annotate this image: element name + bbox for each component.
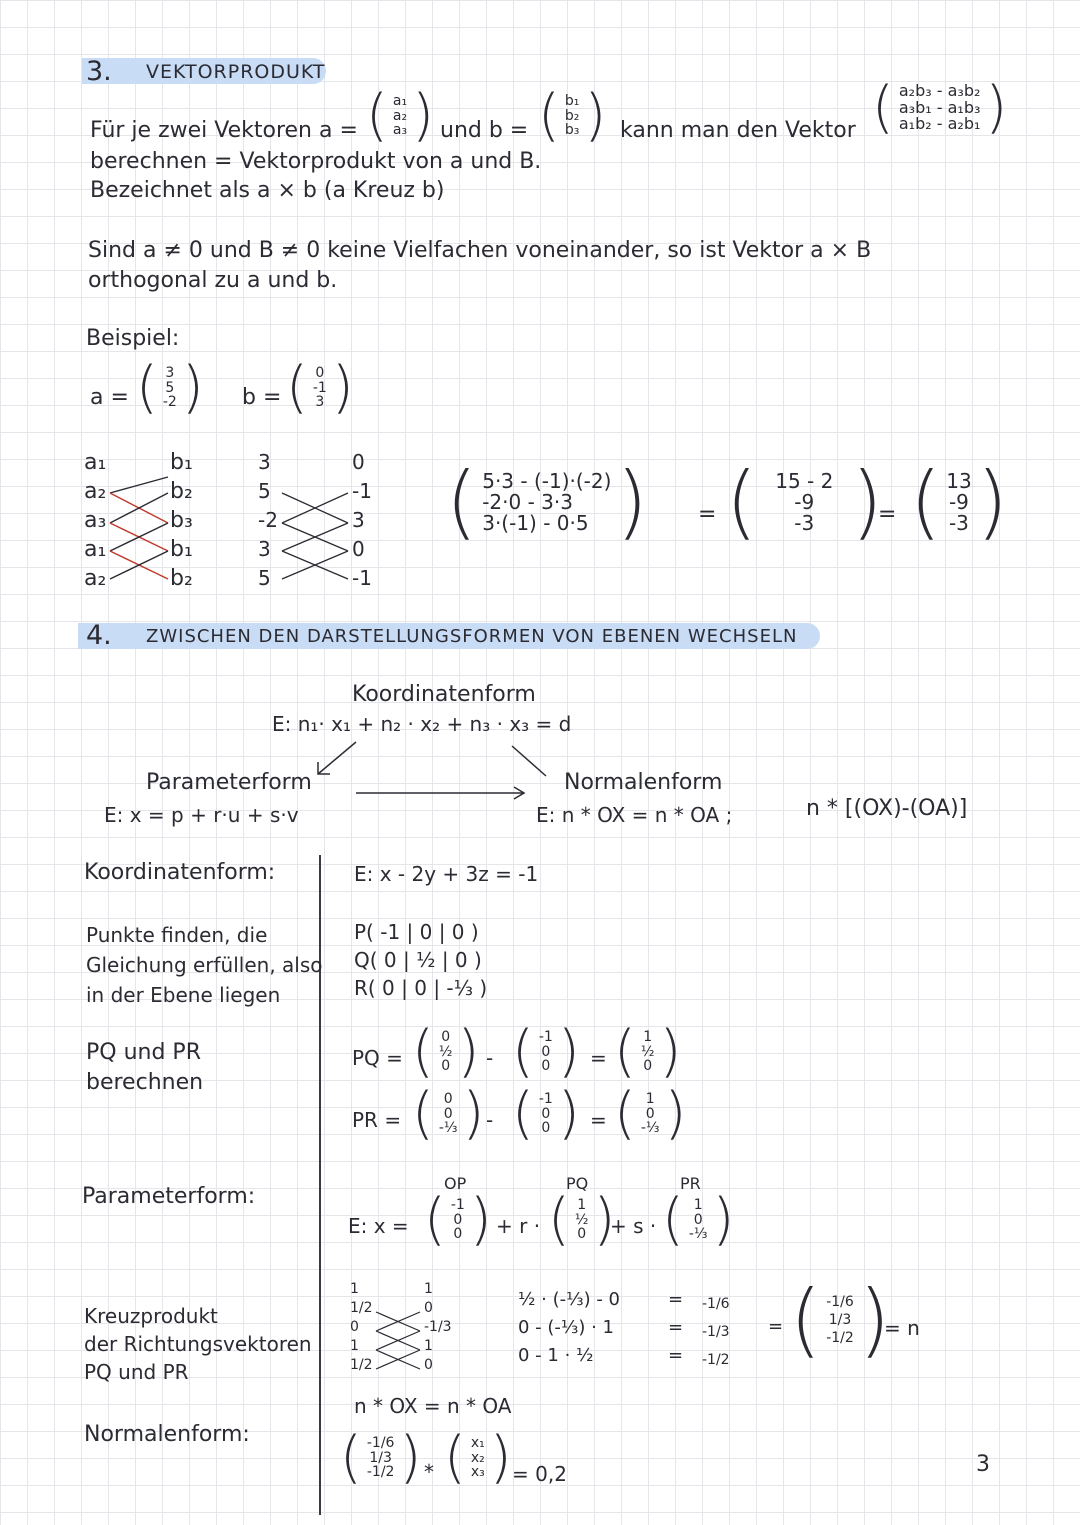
cross-calc-column [518,1286,620,1370]
calc-equals-2: = [878,502,897,527]
pq-r-1: 1 [643,1028,653,1045]
final-2: -9 [948,489,969,514]
pr-term-1: ( 0 0 -⅓ ) [412,1081,485,1146]
cross-calc-3: 0 - 1 · ½ [518,1345,594,1366]
param-p-1: -1 [450,1196,465,1213]
def-line3: Bezeichnet als a × b (a Kreuz b) [90,178,445,203]
scheme-num-b-5: -1 [352,566,372,590]
cross-calc-2: 0 - (-⅓) · 1 [518,1317,614,1338]
cross-right-3: -1/3 [424,1319,452,1335]
normal-rhs: = 0,2 [512,1462,567,1486]
a1: a₁ [392,92,408,109]
param-u-1: 1 [577,1196,587,1213]
points-label [86,920,323,1010]
vector-b-general: ( b₁ b₂ b₃ ) [538,83,607,148]
param-p-2: 0 [453,1211,463,1228]
cross-right-4: 1 [424,1338,433,1354]
points-label-3: in der Ebene liegen [86,983,281,1007]
param-pq-label: PQ [566,1174,589,1193]
section-3-number: 3. [86,56,112,87]
cross-right-5: 0 [424,1357,433,1373]
orth-line2: orthogonal zu a und b. [88,268,338,293]
param-u-vector: ( 1 ½ 0 ) [548,1187,616,1252]
orth-line1: Sind a ≠ 0 und B ≠ 0 keine Vielfachen voneinander, so ist Vektor a × B [88,238,872,263]
scheme-a-1: a₁ [84,450,107,475]
final-vector: ( 13 -9 -3 ) [910,455,1008,548]
scheme-cross-lines [108,475,172,585]
pq-term-2: ( -1 0 0 ) [512,1019,580,1084]
def-line1-suffix: kann man den Vektor [620,118,856,143]
param-u-2: ½ [574,1211,589,1228]
cross-equals-n: = n [884,1316,920,1340]
normal-form-label: Normalenform: [84,1422,250,1447]
a3: a₃ [392,122,408,139]
section-4-title: ZWISCHEN DEN DARSTELLUNGSFORMEN VON EBENEN WECHSELN [146,626,798,647]
pq-r-3: 0 [643,1058,653,1075]
cross-product-formula: ( a₂b₃ - a₃b₂ a₃b₁ - a₁b₃ a₁b₂ - a₂b₁ ) [872,75,1008,140]
pq-term-1: ( 0 ½ 0 ) [412,1019,480,1084]
example-a-vector: ( 3 5 -2 ) [136,355,204,420]
pq-result: ( 1 ½ 0 ) [614,1019,682,1084]
point-r: R( 0 | 0 | -⅓ ) [354,976,488,1000]
pq-r-2: ½ [640,1043,655,1060]
section-3-title: VEKTORPRODUKT [146,61,326,83]
a2: a₂ [392,107,408,124]
normal-n-3: -1/2 [366,1464,395,1481]
param-r-factor: + r · [496,1214,541,1238]
point-q: Q( 0 | ½ | 0 ) [354,948,482,972]
cross-formula-row-1: a₂b₃ - a₃b₂ [898,80,981,100]
pr-t2-2: 0 [541,1105,551,1122]
scheme-a-5: a₂ [84,566,107,591]
cross-left-column [350,1280,373,1375]
cross-vec-1: -1/6 [826,1293,854,1310]
points-label-2: Gleichung erfüllen, also [86,953,323,977]
example-b-2: -1 [312,379,327,396]
cross-calc-1: ½ · (-⅓) - 0 [518,1289,620,1310]
normal-star: * [424,1460,434,1484]
arrow-to-normal [510,744,550,780]
pr-r-2: 0 [645,1105,655,1122]
cross-val-3: -1/2 [702,1352,730,1368]
pq-minus: - [486,1046,494,1070]
calc-row-1: 5·3 - (-1)·(-2) [482,468,612,493]
param-v-1: 1 [693,1196,703,1213]
cross-vec-3: -1/2 [826,1330,854,1347]
pq-equals: = [590,1046,607,1070]
vectors-label-2: berechnen [86,1070,204,1095]
scheme-num-b-1: 0 [352,450,365,474]
scheme-num-a-3: -2 [258,508,278,532]
scheme-a-2: a₂ [84,479,107,504]
vectors-label-1: PQ und PR [86,1040,201,1065]
param-v-3: -⅓ [688,1226,708,1243]
b2: b₂ [564,107,580,124]
param-equation: E: x = p + r·u + s·v [104,803,299,827]
pr-r-3: -⅓ [640,1120,660,1137]
cross-left-4: 1 [350,1338,359,1354]
scheme-num-b-2: -1 [352,479,372,503]
normal-x-3: x₃ [470,1464,485,1481]
normal-equation: E: n * OX = n * OA ; [536,803,733,827]
pq-t2-2: 0 [541,1043,551,1060]
cross-right-2: 0 [424,1300,433,1316]
cross-left-3: 0 [350,1319,359,1335]
cross-formula-row-3: a₁b₂ - a₂b₁ [898,114,981,134]
pr-equals: = [590,1108,607,1132]
normal-x-1: x₁ [470,1434,485,1451]
scheme-num-a-2: 5 [258,479,271,503]
points-label-1: Punkte finden, die [86,923,268,947]
normal-n-1: -1/6 [366,1434,395,1451]
scheme-b-1: b₁ [170,450,193,475]
scheme-num-a-5: 5 [258,566,271,590]
cross-left-5: 1/2 [350,1357,373,1373]
example-a-3: -2 [162,394,177,411]
def-line2: berechnen = Vektorprodukt von a und B. [90,149,542,174]
scheme-a-3: a₃ [84,508,107,533]
scheme-b-3: b₃ [170,508,193,533]
cross-right-1: 1 [424,1281,433,1297]
and-b-label: und b = [440,118,529,143]
param-title: Parameterform [146,770,312,795]
def-line1-prefix: Für je zwei Vektoren a = [90,118,358,143]
koord-form-value: E: x - 2y + 3z = -1 [354,862,539,886]
param-v-2: 0 [693,1211,703,1228]
param-prefix: E: x = [348,1214,409,1238]
normal-title: Normalenform [564,770,723,795]
normal-x-vector: ( x₁ x₂ x₃ ) [444,1425,512,1490]
n-relation: n * OX = n * OA [354,1394,512,1418]
pr-t1-2: 0 [443,1105,453,1122]
example-b-1: 0 [315,364,325,381]
vectors-label [86,1038,203,1098]
koord-title: Koordinatenform [352,682,536,707]
normal-n-2: 1/3 [369,1449,392,1466]
scheme-num-b-3: 3 [352,508,365,532]
simpl-row-2: -9 [794,489,815,514]
cross-eq-3: = [668,1345,684,1366]
pr-t1-3: -⅓ [438,1120,458,1137]
cross-left-1: 1 [350,1281,359,1297]
scheme-num-cross-lines [280,475,352,585]
pr-t2-1: -1 [538,1090,553,1107]
example-b-3: 3 [315,394,325,411]
pq-t1-3: 0 [441,1058,451,1075]
param-v-vector: ( 1 0 -⅓ ) [662,1187,735,1252]
arrow-to-param [312,738,360,778]
cross-formula-row-2: a₃b₁ - a₁b₃ [898,97,981,117]
pr-result: ( 1 0 -⅓ ) [614,1081,687,1146]
cross-values-column [702,1290,730,1374]
b1: b₁ [564,92,580,109]
example-label: Beispiel: [86,326,180,351]
cross-right-column [424,1280,452,1375]
pr-minus: - [486,1108,494,1132]
scheme-a-column [84,448,106,593]
scheme-num-b-4: 0 [352,537,365,561]
scheme-b-5: b₂ [170,566,193,591]
point-p: P( -1 | 0 | 0 ) [354,920,479,944]
normal-equation-alt: n * [(OX)-(OA)] [806,796,968,821]
cross-val-2: -1/3 [702,1324,730,1340]
param-u-3: 0 [577,1226,587,1243]
pr-t2-3: 0 [541,1120,551,1137]
cross-label-3: PQ und PR [84,1360,189,1384]
cross-eq-1: = [668,1289,684,1310]
cross-left-2: 1/2 [350,1300,373,1316]
arrow-param-to-normal [354,784,530,802]
cross-equals-column [668,1286,683,1370]
cross-vec-2: 1/3 [828,1311,852,1328]
cross-label-2: der Richtungsvektoren [84,1332,312,1356]
cross-label [84,1302,312,1386]
b3: b₃ [564,122,580,139]
cross-scheme-lines [374,1304,424,1374]
param-p-3: 0 [453,1226,463,1243]
final-1: 13 [946,468,972,493]
pr-term-2: ( -1 0 0 ) [512,1081,580,1146]
param-s-factor: + s · [610,1214,657,1238]
pq-t2-1: -1 [538,1028,553,1045]
calc-vector: ( 5·3 - (-1)·(-2) -2·0 - 3·3 3·(-1) - 0·5 ) [446,455,648,548]
scheme-num-a-column [258,448,278,593]
example-a-2: 5 [165,379,175,396]
page-number: 3 [976,1452,990,1477]
pr-r-1: 1 [645,1090,655,1107]
pq-t2-3: 0 [541,1058,551,1075]
cross-label-1: Kreuzprodukt [84,1304,218,1328]
cross-eq-2: = [668,1317,684,1338]
scheme-num-a-4: 3 [258,537,271,561]
cross-val-1: -1/6 [702,1296,730,1312]
param-p-vector: ( -1 0 0 ) [424,1187,492,1252]
pq-t1-2: ½ [438,1043,453,1060]
vector-a-general: ( a₁ a₂ a₃ ) [366,83,434,148]
pr-label: PR = [352,1108,402,1132]
calc-row-2: -2·0 - 3·3 [482,489,573,514]
param-pr-label: PR [680,1174,701,1193]
section-4-number: 4. [86,620,112,651]
example-b-vector: ( 0 -1 3 ) [286,355,354,420]
param-op-label: OP [444,1174,467,1193]
scheme-b-4: b₁ [170,537,193,562]
example-b-label: b = [242,385,282,410]
calc-equals-1: = [698,502,717,527]
simplified-vector: ( 15 - 2 -9 -3 ) [726,455,883,548]
example-a-label: a = [90,385,129,410]
simpl-row-3: -3 [794,510,815,535]
cross-equals-vec: = [768,1316,784,1337]
pq-t1-1: 0 [441,1028,451,1045]
simpl-row-1: 15 - 2 [775,468,834,493]
calc-row-3: 3·(-1) - 0·5 [482,510,589,535]
scheme-a-4: a₁ [84,537,107,562]
normal-n-vector: ( -1/6 1/3 -1/2 ) [340,1425,422,1490]
koord-equation: E: n₁· x₁ + n₂ · x₂ + n₃ · x₃ = d [272,712,572,736]
scheme-num-b-column [352,448,372,593]
scheme-b-column [170,448,193,593]
scheme-num-a-1: 3 [258,450,271,474]
pq-label: PQ = [352,1046,403,1070]
normal-x-2: x₂ [470,1449,485,1466]
final-3: -3 [948,510,969,535]
scheme-b-2: b₂ [170,479,193,504]
points-list [354,918,487,1002]
example-a-1: 3 [165,364,175,381]
param-form-label: Parameterform: [82,1184,256,1209]
cross-result-vector: ( -1/6 1/3 -1/2 ) [790,1273,891,1366]
pr-t1-1: 0 [443,1090,453,1107]
koord-form-label: Koordinatenform: [84,860,276,885]
